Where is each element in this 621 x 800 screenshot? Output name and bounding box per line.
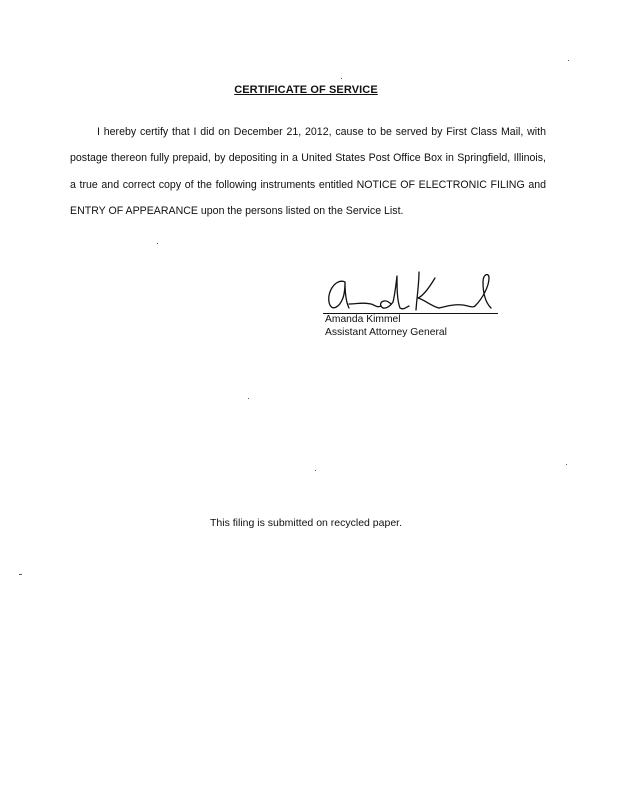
recycled-paper-note: This filing is submitted on recycled paper. [209, 517, 402, 529]
handwritten-signature [323, 268, 501, 316]
certificate-title: CERTIFICATE OF SERVICE [234, 84, 378, 96]
signatory-name: Amanda Kimmel [325, 314, 401, 325]
signatory-title: Assistant Attorney General [325, 327, 447, 338]
scan-speck [568, 60, 569, 61]
signature-block [323, 268, 503, 338]
certification-paragraph: I hereby certify that I did on December 21, 2012, cause to be served by First Class Mail, with postage thereon fully prepaid, by depositing in a United States Post Office Box in Springfield, Illinois, a true and correct copy of the following instruments entitled NOTICE OF ELECTRONIC FILING and ENTRY OF APPEARANCE upon the persons listed on the Service List. [70, 126, 546, 218]
scan-speck [341, 78, 342, 79]
scan-speck [566, 464, 567, 465]
scan-speck [248, 398, 249, 399]
scan-speck [315, 470, 316, 471]
scan-speck [19, 574, 22, 575]
scan-speck [157, 243, 158, 244]
